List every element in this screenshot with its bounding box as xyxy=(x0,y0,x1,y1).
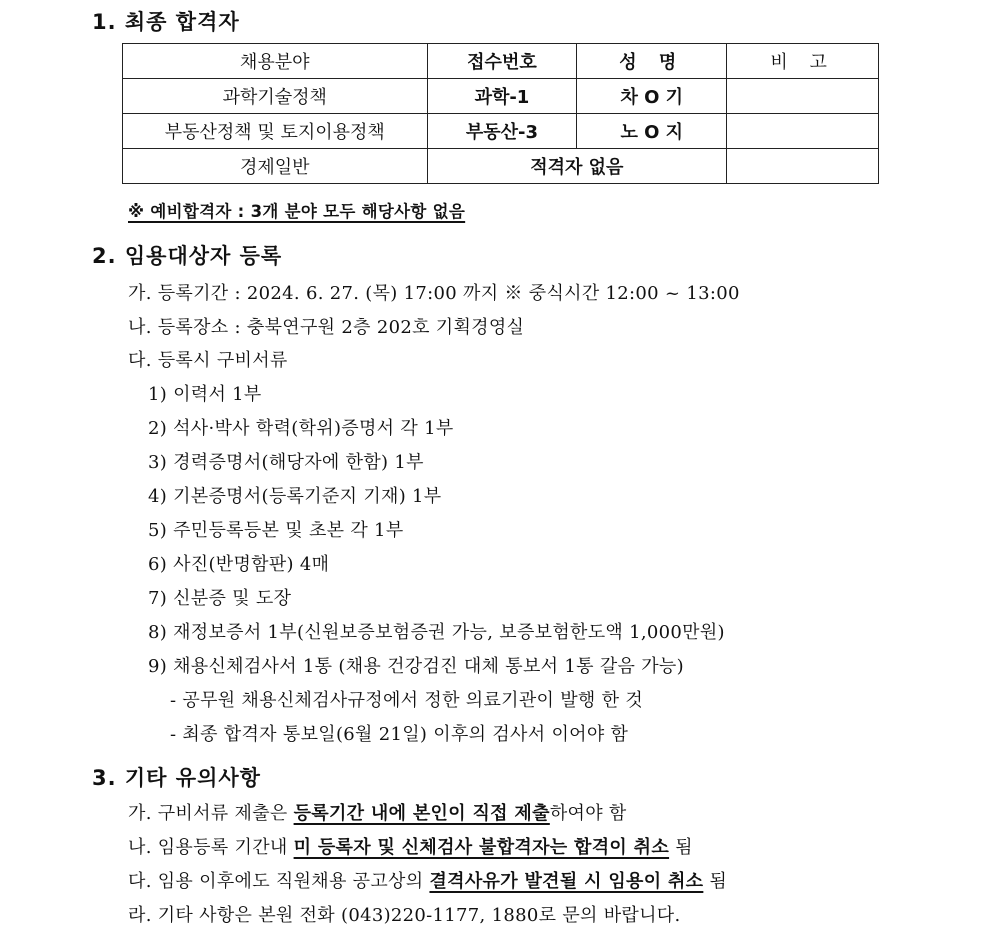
row-name: 차 O 기 xyxy=(577,79,727,114)
final-applicants-table xyxy=(122,43,879,184)
registration-period: 가. 등록기간 : 2024. 6. 27. (목) 17:00 까지 ※ 중식시간 12:00 ~ 13:00 xyxy=(128,283,740,304)
list-item: 8) 재정보증서 1부(신원보증보험증권 가능, 보증보험한도액 1,000만원) xyxy=(148,622,725,643)
row-receipt-no: 부동산-3 xyxy=(427,114,577,149)
row-remarks xyxy=(727,149,879,184)
header-name: 성 명 xyxy=(577,44,727,79)
list-item: 6) 사진(반명함판) 4매 xyxy=(148,554,330,575)
sub-note: - 공무원 채용신체검사규정에서 정한 의료기관이 발행 한 것 xyxy=(170,690,644,711)
notice-text: 다. 임용 이후에도 직원채용 공고상의 xyxy=(128,871,430,892)
notice-item-b xyxy=(128,833,693,859)
notice-emphasis: 미 등록자 및 신체검사 불합격자는 합격이 취소 xyxy=(293,837,670,858)
row-field: 경제일반 xyxy=(123,149,428,184)
section-2-heading: 2. 임용대상자 등록 xyxy=(92,244,283,268)
notice-emphasis: 결격사유가 발견될 시 임용이 취소 xyxy=(429,871,704,892)
section-1-heading: 1. 최종 합격자 xyxy=(92,10,240,34)
notice-item-c xyxy=(128,867,727,893)
notice-text: 나. 임용등록 기간내 xyxy=(128,837,294,858)
list-item: 7) 신분증 및 도장 xyxy=(148,588,292,609)
notice-text: 됨 xyxy=(669,837,693,858)
sub-note: - 최종 합격자 통보일(6월 21일) 이후의 검사서 이어야 함 xyxy=(170,724,629,745)
list-item: 1) 이력서 1부 xyxy=(148,384,262,405)
list-item: 3) 경력증명서(해당자에 한함) 1부 xyxy=(148,452,424,473)
row-field: 과학기술정책 xyxy=(123,79,428,114)
notice-text: 하여야 함 xyxy=(549,803,627,824)
table-row xyxy=(123,114,879,149)
header-receipt-no: 접수번호 xyxy=(427,44,577,79)
notice-item-d: 라. 기타 사항은 본원 전화 (043)220-1177, 1880로 문의 바랍니다. xyxy=(128,905,681,926)
notice-item-a xyxy=(128,799,627,825)
notice-emphasis: 등록기간 내에 본인이 직접 제출 xyxy=(293,803,550,824)
registration-place: 나. 등록장소 : 충북연구원 2층 202호 기획경영실 xyxy=(128,317,525,338)
list-item: 2) 석사·박사 학력(학위)증명서 각 1부 xyxy=(148,418,454,439)
table-header-row xyxy=(123,44,879,79)
section-3-heading: 3. 기타 유의사항 xyxy=(92,766,261,790)
list-item: 5) 주민등록등본 및 초본 각 1부 xyxy=(148,520,404,541)
notice-text: 가. 구비서류 제출은 xyxy=(128,803,294,824)
required-docs-title: 다. 등록시 구비서류 xyxy=(128,350,288,371)
row-remarks xyxy=(727,79,879,114)
notice-text: 됨 xyxy=(703,871,728,892)
list-item: 9) 채용신체검사서 1통 (채용 건강검진 대체 통보서 1통 갈음 가능) xyxy=(148,656,684,677)
row-no-eligible: 적격자 없음 xyxy=(427,149,727,184)
header-remarks: 비 고 xyxy=(727,44,879,79)
row-remarks xyxy=(727,114,879,149)
header-field: 채용분야 xyxy=(123,44,428,79)
list-item: 4) 기본증명서(등록기준지 기재) 1부 xyxy=(148,486,442,507)
table-row xyxy=(123,79,879,114)
row-field: 부동산정책 및 토지이용정책 xyxy=(123,114,428,149)
row-name: 노 O 지 xyxy=(577,114,727,149)
row-receipt-no: 과학-1 xyxy=(427,79,577,114)
reserve-applicants-note: ※ 예비합격자 : 3개 분야 모두 해당사항 없음 xyxy=(128,202,466,221)
table-row xyxy=(123,149,879,184)
